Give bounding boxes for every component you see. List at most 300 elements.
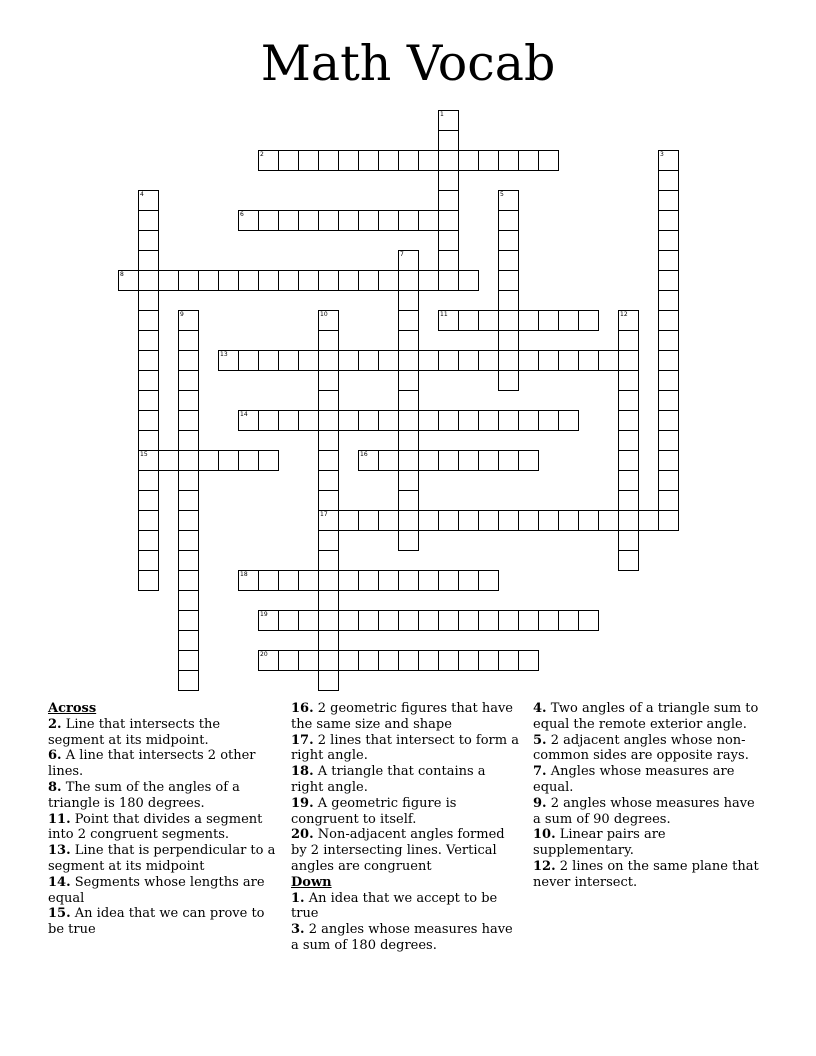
grid-cell[interactable] (138, 250, 159, 271)
grid-cell[interactable] (398, 570, 419, 591)
grid-cell[interactable] (398, 350, 419, 371)
grid-cell[interactable] (318, 570, 339, 591)
grid-cell[interactable] (298, 150, 319, 171)
grid-cell[interactable] (318, 270, 339, 291)
grid-cell[interactable] (618, 530, 639, 551)
grid-cell[interactable] (178, 330, 199, 351)
grid-cell[interactable] (378, 270, 399, 291)
grid-cell[interactable] (618, 430, 639, 451)
grid-cell[interactable] (378, 350, 399, 371)
grid-cell[interactable] (438, 230, 459, 251)
clue-label: 11. (48, 811, 71, 827)
grid-cell[interactable] (258, 150, 279, 171)
grid-cell[interactable] (338, 610, 359, 631)
grid-cell[interactable] (138, 470, 159, 491)
grid-cell[interactable] (618, 350, 639, 371)
grid-cell[interactable] (458, 410, 479, 431)
across-clue (48, 748, 276, 780)
grid-cell[interactable] (398, 510, 419, 531)
grid-cell[interactable] (658, 410, 679, 431)
grid-cell[interactable] (498, 450, 519, 471)
grid-cell[interactable] (418, 150, 439, 171)
down-clue (533, 859, 761, 891)
clue-text: Line that is perpendicular to a segment at its midpoint (48, 843, 276, 874)
grid-cell[interactable] (518, 150, 539, 171)
grid-cell[interactable] (298, 210, 319, 231)
grid-cell[interactable] (438, 170, 459, 191)
grid-cell[interactable] (618, 410, 639, 431)
grid-cell[interactable] (338, 270, 359, 291)
grid-cell[interactable] (298, 570, 319, 591)
clue-number: 7 (400, 251, 404, 258)
grid-cell[interactable] (518, 410, 539, 431)
grid-cell[interactable] (538, 350, 559, 371)
grid-cell[interactable] (398, 270, 419, 291)
grid-cell[interactable] (378, 610, 399, 631)
grid-cell[interactable] (138, 410, 159, 431)
grid-cell[interactable] (438, 570, 459, 591)
grid-cell[interactable] (658, 330, 679, 351)
grid-cell[interactable] (578, 350, 599, 371)
grid-cell[interactable] (398, 370, 419, 391)
grid-cell[interactable] (178, 510, 199, 531)
grid-cell[interactable] (658, 250, 679, 271)
grid-cell[interactable] (518, 510, 539, 531)
grid-cell[interactable] (138, 430, 159, 451)
grid-cell[interactable] (398, 470, 419, 491)
clue-text: Segments whose lengths are equal (48, 874, 265, 906)
grid-cell[interactable] (538, 310, 559, 331)
grid-cell[interactable] (338, 410, 359, 431)
grid-cell[interactable] (478, 610, 499, 631)
grid-cell[interactable] (658, 310, 679, 331)
grid-cell[interactable] (438, 650, 459, 671)
grid-cell[interactable] (318, 330, 339, 351)
grid-cell[interactable] (178, 650, 199, 671)
clue-label: 17. (291, 732, 314, 748)
grid-cell[interactable] (498, 210, 519, 231)
grid-cell[interactable] (178, 610, 199, 631)
grid-cell[interactable] (258, 450, 279, 471)
grid-cell[interactable] (398, 490, 419, 511)
grid-cell[interactable] (658, 190, 679, 211)
grid-cell[interactable] (658, 170, 679, 191)
grid-cell[interactable] (138, 570, 159, 591)
grid-cell[interactable] (438, 110, 459, 131)
grid-cell[interactable] (178, 630, 199, 651)
grid-cell[interactable] (438, 510, 459, 531)
grid-cell[interactable] (658, 150, 679, 171)
grid-cell[interactable] (178, 470, 199, 491)
grid-cell[interactable] (458, 610, 479, 631)
grid-cell[interactable] (238, 350, 259, 371)
grid-cell[interactable] (178, 350, 199, 371)
grid-cell[interactable] (518, 350, 539, 371)
grid-cell[interactable] (398, 290, 419, 311)
across-clue (48, 717, 276, 749)
grid-cell[interactable] (138, 450, 159, 471)
grid-cell[interactable] (558, 610, 579, 631)
grid-cell[interactable] (238, 270, 259, 291)
grid-cell[interactable] (398, 530, 419, 551)
clue-label: 15. (48, 906, 71, 922)
grid-cell[interactable] (318, 490, 339, 511)
grid-cell[interactable] (138, 230, 159, 251)
grid-cell[interactable] (438, 150, 459, 171)
grid-cell[interactable] (298, 270, 319, 291)
grid-cell[interactable] (458, 570, 479, 591)
grid-cell[interactable] (418, 270, 439, 291)
grid-cell[interactable] (318, 530, 339, 551)
grid-cell[interactable] (618, 490, 639, 511)
grid-cell[interactable] (538, 610, 559, 631)
grid-cell[interactable] (458, 310, 479, 331)
grid-cell[interactable] (178, 390, 199, 411)
grid-cell[interactable] (318, 590, 339, 611)
clue-label: 9. (533, 795, 547, 811)
grid-cell[interactable] (178, 530, 199, 551)
grid-cell[interactable] (178, 430, 199, 451)
grid-cell[interactable] (558, 410, 579, 431)
grid-cell[interactable] (478, 310, 499, 331)
grid-cell[interactable] (358, 610, 379, 631)
grid-cell[interactable] (358, 510, 379, 531)
grid-cell[interactable] (378, 450, 399, 471)
grid-cell[interactable] (298, 410, 319, 431)
grid-cell[interactable] (458, 650, 479, 671)
grid-cell[interactable] (498, 290, 519, 311)
grid-cell[interactable] (318, 430, 339, 451)
grid-cell[interactable] (318, 210, 339, 231)
grid-cell[interactable] (138, 370, 159, 391)
grid-cell[interactable] (378, 410, 399, 431)
grid-cell[interactable] (418, 650, 439, 671)
grid-cell[interactable] (198, 450, 219, 471)
grid-cell[interactable] (658, 390, 679, 411)
grid-cell[interactable] (418, 210, 439, 231)
grid-cell[interactable] (518, 450, 539, 471)
grid-cell[interactable] (498, 310, 519, 331)
grid-cell[interactable] (178, 410, 199, 431)
grid-cell[interactable] (138, 350, 159, 371)
clue-label: 12. (533, 858, 556, 874)
grid-cell[interactable] (658, 430, 679, 451)
grid-cell[interactable] (438, 610, 459, 631)
grid-cell[interactable] (258, 610, 279, 631)
grid-cell[interactable] (618, 550, 639, 571)
grid-cell[interactable] (418, 570, 439, 591)
grid-cell[interactable] (418, 610, 439, 631)
grid-cell[interactable] (438, 410, 459, 431)
grid-cell[interactable] (338, 570, 359, 591)
grid-cell[interactable] (398, 410, 419, 431)
grid-cell[interactable] (238, 210, 259, 231)
grid-cell[interactable] (178, 670, 199, 691)
grid-cell[interactable] (658, 350, 679, 371)
grid-cell[interactable] (498, 190, 519, 211)
grid-cell[interactable] (398, 330, 419, 351)
grid-cell[interactable] (558, 310, 579, 331)
grid-cell[interactable] (398, 390, 419, 411)
grid-cell[interactable] (418, 510, 439, 531)
grid-cell[interactable] (618, 370, 639, 391)
grid-cell[interactable] (658, 290, 679, 311)
grid-cell[interactable] (358, 650, 379, 671)
grid-cell[interactable] (658, 370, 679, 391)
grid-cell[interactable] (398, 310, 419, 331)
grid-cell[interactable] (478, 150, 499, 171)
across-clue (48, 812, 276, 844)
clue-number: 8 (120, 271, 124, 278)
grid-cell[interactable] (278, 650, 299, 671)
grid-cell[interactable] (358, 150, 379, 171)
grid-cell[interactable] (338, 510, 359, 531)
grid-cell[interactable] (258, 410, 279, 431)
grid-cell[interactable] (518, 650, 539, 671)
grid-cell[interactable] (318, 550, 339, 571)
grid-cell[interactable] (658, 450, 679, 471)
grid-cell[interactable] (318, 510, 339, 531)
grid-cell[interactable] (618, 450, 639, 471)
down-clue (533, 796, 761, 828)
clue-label: 5. (533, 732, 547, 748)
grid-cell[interactable] (198, 270, 219, 291)
grid-cell[interactable] (578, 510, 599, 531)
grid-cell[interactable] (438, 450, 459, 471)
grid-cell[interactable] (238, 570, 259, 591)
grid-cell[interactable] (178, 270, 199, 291)
grid-cell[interactable] (438, 130, 459, 151)
grid-cell[interactable] (258, 570, 279, 591)
grid-cell[interactable] (218, 270, 239, 291)
grid-cell[interactable] (318, 370, 339, 391)
grid-cell[interactable] (318, 350, 339, 371)
grid-cell[interactable] (138, 510, 159, 531)
grid-cell[interactable] (498, 270, 519, 291)
grid-cell[interactable] (558, 510, 579, 531)
grid-cell[interactable] (638, 510, 659, 531)
grid-cell[interactable] (318, 410, 339, 431)
grid-cell[interactable] (318, 450, 339, 471)
clue-number: 19 (260, 611, 268, 618)
grid-cell[interactable] (378, 510, 399, 531)
grid-cell[interactable] (318, 150, 339, 171)
grid-cell[interactable] (658, 510, 679, 531)
grid-cell[interactable] (398, 610, 419, 631)
grid-cell[interactable] (498, 350, 519, 371)
grid-cell[interactable] (178, 570, 199, 591)
grid-cell[interactable] (358, 570, 379, 591)
grid-cell[interactable] (138, 210, 159, 231)
grid-cell[interactable] (478, 410, 499, 431)
grid-cell[interactable] (658, 270, 679, 291)
grid-cell[interactable] (138, 310, 159, 331)
grid-cell[interactable] (138, 550, 159, 571)
grid-cell[interactable] (398, 650, 419, 671)
grid-cell[interactable] (258, 270, 279, 291)
grid-cell[interactable] (138, 270, 159, 291)
grid-cell[interactable] (238, 450, 259, 471)
grid-cell[interactable] (218, 450, 239, 471)
grid-cell[interactable] (258, 350, 279, 371)
grid-cell[interactable] (358, 270, 379, 291)
grid-cell[interactable] (358, 410, 379, 431)
grid-cell[interactable] (218, 350, 239, 371)
grid-cell[interactable] (278, 210, 299, 231)
grid-cell[interactable] (518, 610, 539, 631)
grid-cell[interactable] (298, 350, 319, 371)
grid-cell[interactable] (378, 210, 399, 231)
grid-cell[interactable] (338, 210, 359, 231)
grid-cell[interactable] (578, 610, 599, 631)
grid-cell[interactable] (478, 350, 499, 371)
grid-cell[interactable] (498, 610, 519, 631)
grid-cell[interactable] (358, 210, 379, 231)
grid-cell[interactable] (618, 510, 639, 531)
grid-cell[interactable] (378, 570, 399, 591)
clue-number: 10 (320, 311, 328, 318)
grid-cell[interactable] (398, 250, 419, 271)
grid-cell[interactable] (138, 290, 159, 311)
grid-cell[interactable] (418, 410, 439, 431)
grid-cell[interactable] (158, 450, 179, 471)
grid-cell[interactable] (418, 350, 439, 371)
grid-cell[interactable] (178, 450, 199, 471)
clue-text: A triangle that contains a right angle. (291, 764, 486, 795)
grid-cell[interactable] (418, 450, 439, 471)
grid-cell[interactable] (618, 470, 639, 491)
grid-cell[interactable] (318, 390, 339, 411)
clue-text: 2 lines on the same plane that never intersect. (533, 858, 759, 890)
grid-cell[interactable] (258, 650, 279, 671)
grid-cell[interactable] (478, 510, 499, 531)
grid-cell[interactable] (278, 150, 299, 171)
grid-cell[interactable] (578, 310, 599, 331)
grid-cell[interactable] (278, 410, 299, 431)
grid-cell[interactable] (658, 490, 679, 511)
grid-cell[interactable] (318, 470, 339, 491)
grid-cell[interactable] (398, 450, 419, 471)
grid-cell[interactable] (138, 190, 159, 211)
grid-cell[interactable] (658, 210, 679, 231)
grid-cell[interactable] (658, 470, 679, 491)
grid-cell[interactable] (478, 650, 499, 671)
grid-cell[interactable] (458, 270, 479, 291)
grid-cell[interactable] (498, 230, 519, 251)
grid-cell[interactable] (238, 410, 259, 431)
grid-cell[interactable] (438, 210, 459, 231)
grid-cell[interactable] (438, 310, 459, 331)
grid-cell[interactable] (138, 490, 159, 511)
grid-cell[interactable] (318, 630, 339, 651)
grid-cell[interactable] (458, 510, 479, 531)
grid-cell[interactable] (298, 610, 319, 631)
grid-cell[interactable] (338, 150, 359, 171)
grid-cell[interactable] (358, 350, 379, 371)
grid-cell[interactable] (178, 490, 199, 511)
clue-label: 3. (291, 922, 305, 938)
clue-number: 14 (240, 411, 248, 418)
grid-cell[interactable] (438, 250, 459, 271)
grid-cell[interactable] (498, 330, 519, 351)
grid-cell[interactable] (558, 350, 579, 371)
grid-cell[interactable] (538, 410, 559, 431)
grid-cell[interactable] (458, 450, 479, 471)
grid-cell[interactable] (658, 230, 679, 251)
clue-number: 9 (180, 311, 184, 318)
grid-cell[interactable] (278, 350, 299, 371)
grid-cell[interactable] (338, 350, 359, 371)
grid-cell[interactable] (178, 590, 199, 611)
clue-text: 2 angles whose measures have a sum of 90 degrees. (533, 795, 755, 827)
grid-cell[interactable] (378, 150, 399, 171)
grid-cell[interactable] (538, 150, 559, 171)
grid-cell[interactable] (498, 150, 519, 171)
grid-cell[interactable] (478, 450, 499, 471)
grid-cell[interactable] (438, 270, 459, 291)
grid-cell[interactable] (298, 650, 319, 671)
grid-cell[interactable] (318, 670, 339, 691)
grid-cell[interactable] (278, 570, 299, 591)
clue-label: 7. (533, 764, 547, 780)
grid-cell[interactable] (178, 310, 199, 331)
grid-cell[interactable] (498, 510, 519, 531)
grid-cell[interactable] (498, 650, 519, 671)
grid-cell[interactable] (538, 510, 559, 531)
grid-cell[interactable] (498, 250, 519, 271)
grid-cell[interactable] (618, 330, 639, 351)
clue-label: 8. (48, 779, 62, 795)
grid-cell[interactable] (498, 410, 519, 431)
grid-cell[interactable] (398, 150, 419, 171)
grid-cell[interactable] (458, 350, 479, 371)
down-clue (533, 764, 761, 796)
grid-cell[interactable] (318, 650, 339, 671)
down-clue (533, 827, 761, 859)
grid-cell[interactable] (258, 210, 279, 231)
grid-cell[interactable] (458, 150, 479, 171)
grid-cell[interactable] (598, 350, 619, 371)
grid-cell[interactable] (398, 210, 419, 231)
grid-cell[interactable] (378, 650, 399, 671)
grid-cell[interactable] (138, 390, 159, 411)
grid-cell[interactable] (518, 310, 539, 331)
grid-cell[interactable] (438, 190, 459, 211)
grid-cell[interactable] (318, 610, 339, 631)
grid-cell[interactable] (118, 270, 139, 291)
grid-cell[interactable] (138, 330, 159, 351)
clue-label: 13. (48, 843, 71, 859)
grid-cell[interactable] (398, 430, 419, 451)
grid-cell[interactable] (278, 270, 299, 291)
grid-cell[interactable] (618, 310, 639, 331)
grid-cell[interactable] (618, 390, 639, 411)
grid-cell[interactable] (278, 610, 299, 631)
grid-cell[interactable] (318, 310, 339, 331)
down-clue (291, 891, 519, 923)
grid-cell[interactable] (598, 510, 619, 531)
grid-cell[interactable] (158, 270, 179, 291)
grid-cell[interactable] (138, 530, 159, 551)
grid-cell[interactable] (178, 550, 199, 571)
grid-cell[interactable] (358, 450, 379, 471)
grid-cell[interactable] (478, 570, 499, 591)
clue-number: 6 (240, 211, 244, 218)
grid-cell[interactable] (498, 370, 519, 391)
grid-cell[interactable] (438, 350, 459, 371)
grid-cell[interactable] (338, 650, 359, 671)
grid-cell[interactable] (178, 370, 199, 391)
